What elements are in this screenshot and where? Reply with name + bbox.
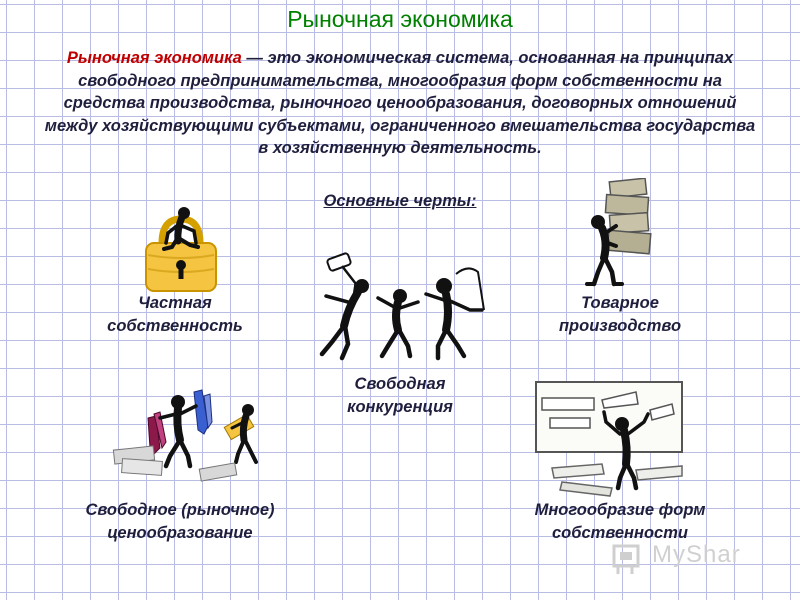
watermark-logo-icon [612, 542, 646, 576]
features-heading: Основные черты: [323, 192, 477, 210]
boxes-carrier-illustration [584, 178, 664, 290]
ownership-diversity-line2: собственности [552, 524, 688, 542]
free-pricing-line1: Свободное (рыночное) [85, 501, 275, 519]
definition-paragraph [40, 47, 760, 160]
watermark-text: MyShar [652, 541, 741, 568]
ownership-diversity-line1: Многообразие форм [534, 501, 706, 519]
private-property-line1: Частная [138, 294, 212, 312]
feature-commodity-production [520, 292, 720, 338]
free-competition-line1: Свободная [354, 375, 446, 393]
feature-ownership-diversity [490, 499, 750, 545]
feature-free-pricing [50, 499, 310, 545]
private-property-line2: собственность [107, 317, 243, 335]
signboard-figure-illustration [532, 378, 688, 498]
competing-figures-illustration [318, 250, 490, 362]
definition-text: — это экономическая система, основанная на принципах свободного предпринимательства, многообразия форм собственности на средства производства, рыночного ценообразования, договорных отношений между хозяйствующими субъектами, ограниченного вмешательства государства в хозяйственную деятельность. [44, 49, 756, 157]
padlock-figure-illustration [140, 205, 222, 295]
definition-term: Рыночная экономика [66, 49, 242, 67]
feature-private-property [70, 292, 280, 338]
slide-title: Рыночная экономика [287, 6, 513, 32]
price-tags-illustration [108, 382, 268, 490]
feature-free-competition [300, 373, 500, 419]
commodity-production-line1: Товарное [581, 294, 659, 312]
commodity-production-line2: производство [558, 317, 682, 335]
free-competition-line2: конкуренция [347, 398, 453, 416]
free-pricing-line2: ценообразование [107, 524, 253, 542]
